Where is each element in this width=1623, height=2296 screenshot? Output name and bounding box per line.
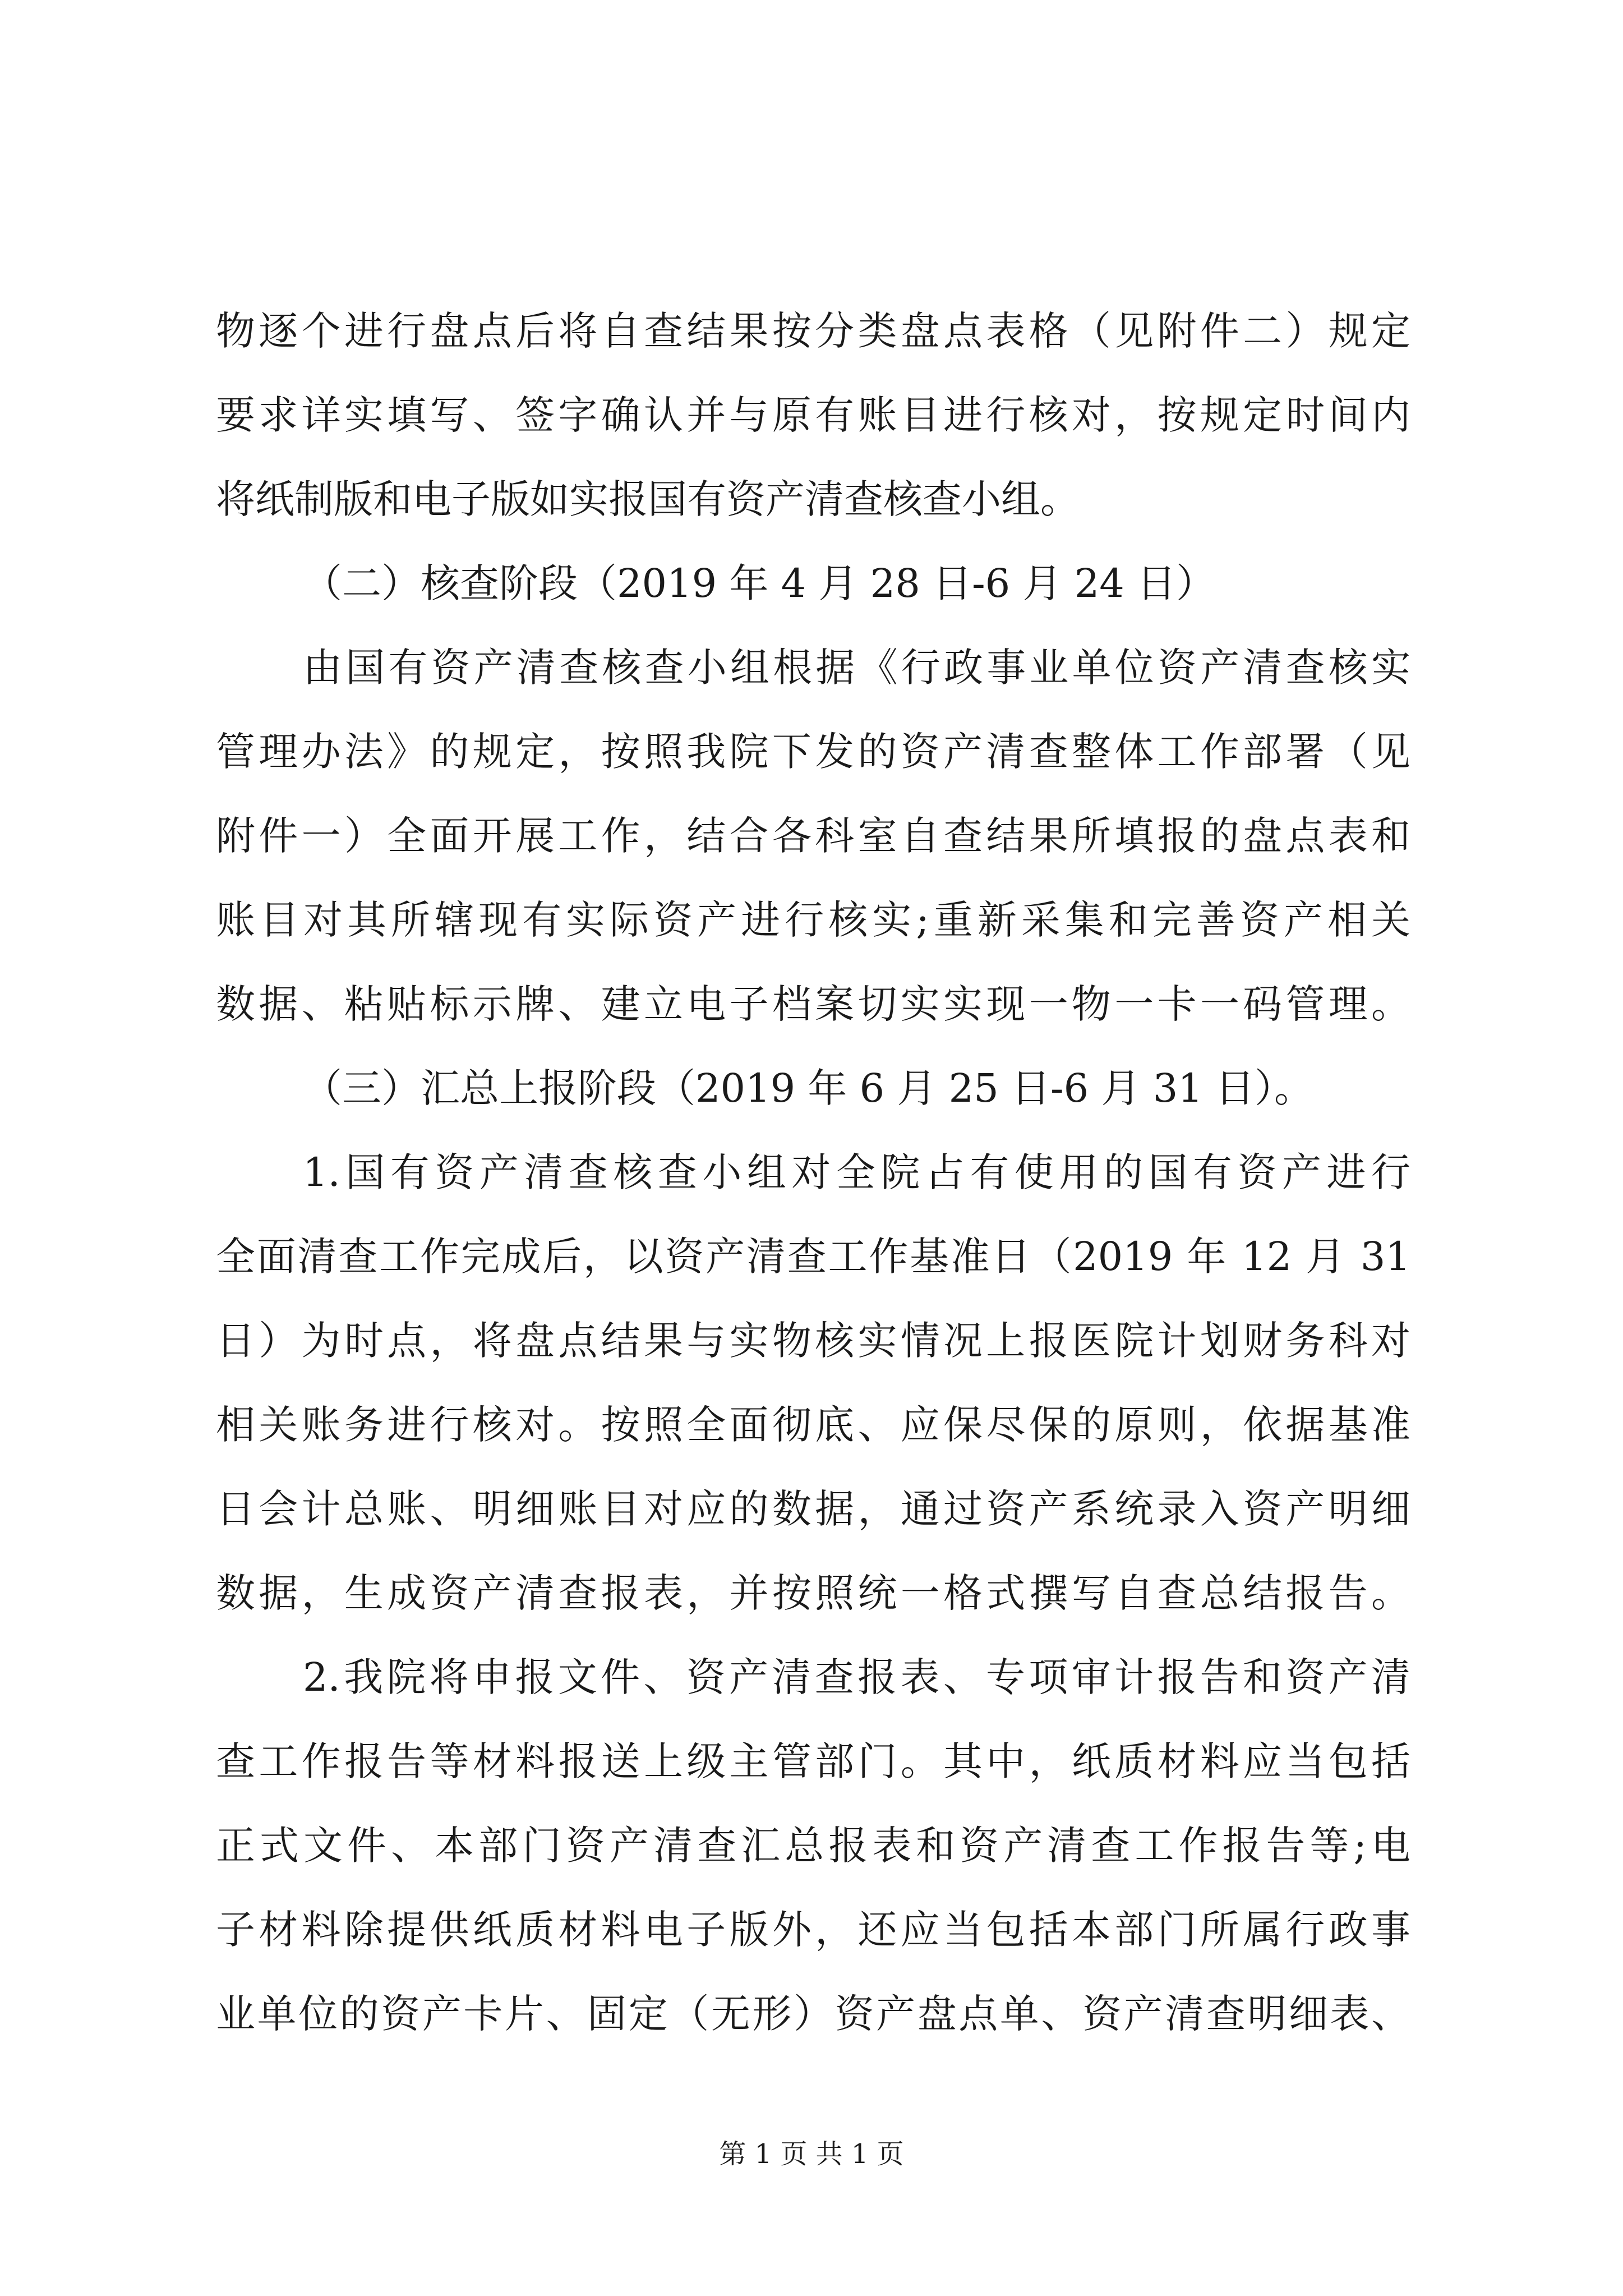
text-line: 由国有资产清查核查小组根据《行政事业单位资产清查核实 (303, 645, 1410, 691)
text-line: 数据，生成资产清查报表，并按照统一格式撰写自查总结报告。 (216, 1570, 1410, 1616)
text-line: 物逐个进行盘点后将自查结果按分类盘点表格（见附件二）规定 (216, 308, 1410, 354)
text-line: 附件一）全面开展工作，结合各科室自查结果所填报的盘点表和 (216, 813, 1410, 859)
section-heading: （二）核查阶段（2019 年 4 月 28 日-6 月 24 日） (303, 560, 1216, 606)
text-line: 正式文件、本部门资产清查汇总报表和资产清查工作报告等;电 (216, 1823, 1410, 1869)
text-line: 将纸制版和电子版如实报国有资产清查核查小组。 (216, 476, 1080, 522)
text-line: 业单位的资产卡片、固定（无形）资产盘点单、资产清查明细表、 (216, 1991, 1410, 2037)
text-line: 子材料除提供纸质材料电子版外，还应当包括本部门所属行政事 (216, 1907, 1410, 1953)
text-line: 日会计总账、明细账目对应的数据，通过资产系统录入资产明细 (216, 1486, 1410, 1532)
text-line: 2.我院将申报文件、资产清查报表、专项审计报告和资产清 (303, 1654, 1410, 1700)
section-heading: （三）汇总上报阶段（2019 年 6 月 25 日-6 月 31 日）。 (303, 1065, 1314, 1111)
text-line: 账目对其所辖现有实际资产进行核实;重新采集和完善资产相关 (216, 897, 1410, 943)
text-line: 全面清查工作完成后，以资产清查工作基准日（2019 年 12 月 31 (216, 1234, 1410, 1280)
text-line: 管理办法》的规定，按照我院下发的资产清查整体工作部署（见 (216, 729, 1410, 775)
text-line: 相关账务进行核对。按照全面彻底、应保尽保的原则，依据基准 (216, 1402, 1410, 1448)
text-line: 要求详实填写、签字确认并与原有账目进行核对，按规定时间内 (216, 392, 1410, 438)
text-line: 查工作报告等材料报送上级主管部门。其中，纸质材料应当包括 (216, 1738, 1410, 1784)
page-footer: 第 1 页 共 1 页 (719, 2138, 904, 2170)
text-line: 1.国有资产清查核查小组对全院占有使用的国有资产进行 (303, 1149, 1410, 1195)
text-line: 数据、粘贴标示牌、建立电子档案切实实现一物一卡一码管理。 (216, 981, 1410, 1027)
text-line: 日）为时点，将盘点结果与实物核实情况上报医院计划财务科对 (216, 1318, 1410, 1364)
